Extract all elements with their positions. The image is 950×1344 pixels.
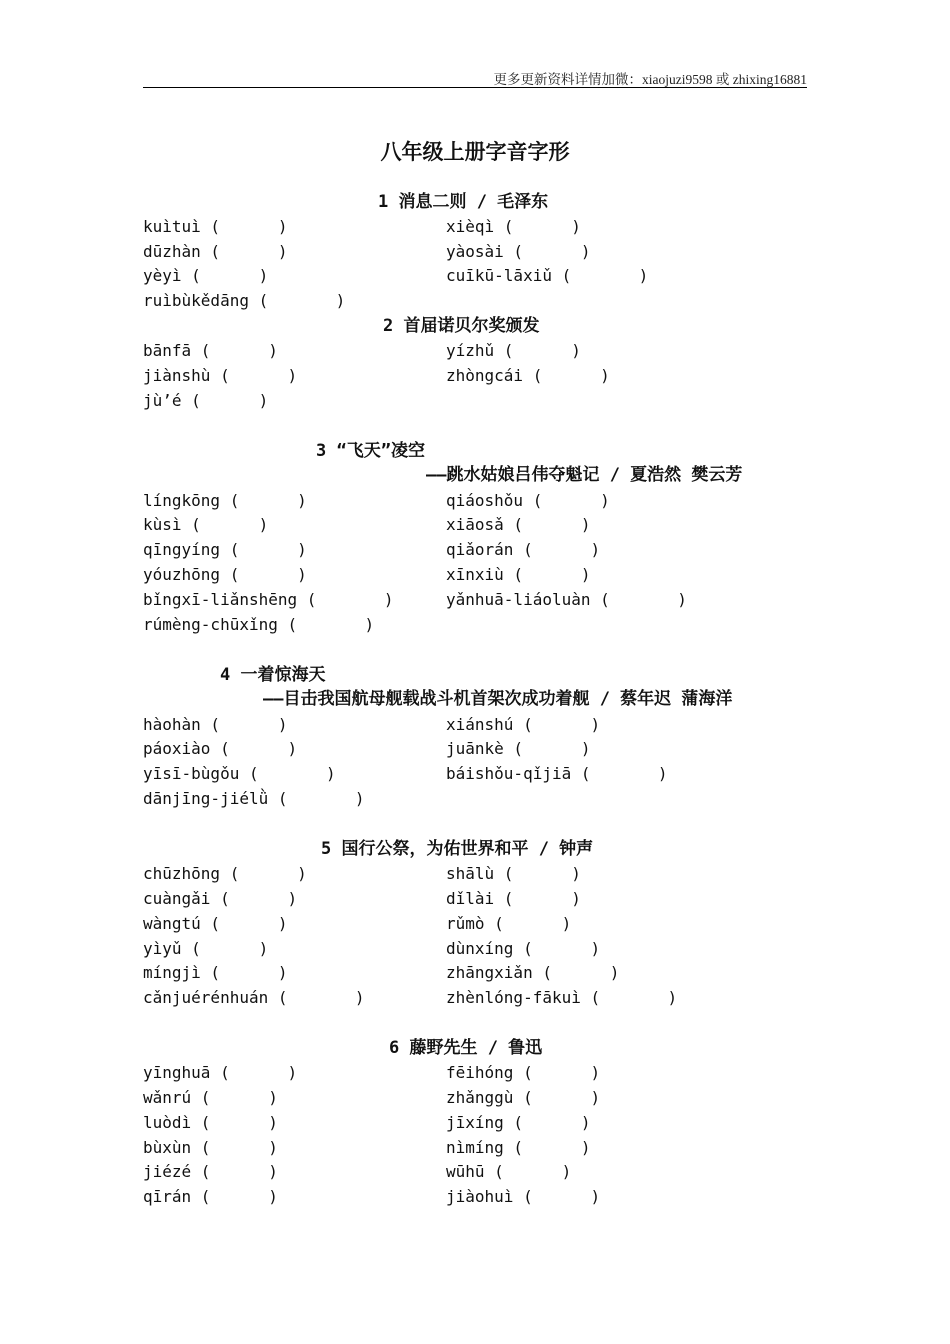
list-item: jiézé ( )	[143, 1162, 278, 1181]
section-title: 4 一着惊海天	[220, 665, 326, 685]
list-item: luòdì ( )	[143, 1113, 278, 1132]
list-item: ruìbùkědāng ( )	[143, 291, 346, 310]
list-item: jiànshù ( )	[143, 366, 298, 385]
list-item: rǔmò ( )	[446, 914, 572, 933]
list-item: chūzhōng ( )	[143, 864, 307, 883]
list-item: yèyì ( )	[143, 266, 269, 285]
list-item: yīnghuā ( )	[143, 1063, 298, 1082]
list-item: fēihóng ( )	[446, 1063, 601, 1082]
section-title: 5 国行公祭，为佑世界和平 / 钟声	[321, 839, 594, 859]
list-item: zhènlóng-fākuì ( )	[446, 988, 678, 1007]
list-item: zhǎnggù ( )	[446, 1088, 601, 1107]
list-item: cuīkū-lāxiǔ ( )	[446, 266, 649, 285]
list-item: zhòngcái ( )	[446, 366, 610, 385]
list-item: dùnxíng ( )	[446, 939, 601, 958]
list-item: bùxùn ( )	[143, 1138, 278, 1157]
list-item: kuìtuì ( )	[143, 217, 288, 236]
section-title: 2 首届诺贝尔奖颁发	[383, 316, 540, 336]
section-subtitle: ——跳水姑娘吕伟夺魁记 / 夏浩然 樊云芳	[426, 465, 743, 485]
list-item: língkōng ( )	[143, 491, 307, 510]
list-item: xièqì ( )	[446, 217, 581, 236]
page-title: 八年级上册字音字形	[380, 140, 570, 164]
list-item: xiāosǎ ( )	[446, 515, 591, 534]
list-item: wǎnrú ( )	[143, 1088, 278, 1107]
list-item: cǎnjuérénhuán ( )	[143, 988, 365, 1007]
list-item: jīxíng ( )	[446, 1113, 591, 1132]
list-item: yízhǔ ( )	[446, 341, 581, 360]
list-item: bǐngxī-liǎnshēng ( )	[143, 590, 394, 609]
list-item: bānfā ( )	[143, 341, 278, 360]
list-item: nìmíng ( )	[446, 1138, 591, 1157]
list-item: xīnxiù ( )	[446, 565, 591, 584]
list-item: kùsì ( )	[143, 515, 269, 534]
list-item: dūzhàn ( )	[143, 242, 288, 261]
section-subtitle: ——目击我国航母舰载战斗机首架次成功着舰 / 蔡年迟 蒲海洋	[263, 689, 733, 709]
list-item: qīrán ( )	[143, 1187, 278, 1206]
list-item: yóuzhōng ( )	[143, 565, 307, 584]
list-item: xiánshú ( )	[446, 715, 601, 734]
section-title: 1 消息二则 / 毛泽东	[378, 192, 549, 212]
list-item: jù’é ( )	[143, 391, 269, 410]
list-item: zhāngxiǎn ( )	[446, 963, 620, 982]
header-rule	[143, 87, 807, 88]
list-item: yìyǔ ( )	[143, 939, 269, 958]
list-item: qīngyíng ( )	[143, 540, 307, 559]
list-item: qiǎorán ( )	[446, 540, 601, 559]
list-item: dǐlài ( )	[446, 889, 581, 908]
list-item: juānkè ( )	[446, 739, 591, 758]
list-item: rúmèng-chūxǐng ( )	[143, 615, 375, 634]
list-item: páoxiào ( )	[143, 739, 298, 758]
list-item: wàngtú ( )	[143, 914, 288, 933]
header-contact-text: 更多更新资料详情加微：xiaojuzi9598 或 zhixing16881	[493, 72, 807, 87]
section-title: 6 藤野先生 / 鲁迅	[389, 1038, 543, 1058]
list-item: yīsī-bùgǒu ( )	[143, 764, 336, 783]
list-item: yǎnhuā-liáoluàn ( )	[446, 590, 687, 609]
list-item: dānjīng-jiélǜ ( )	[143, 789, 365, 808]
list-item: wūhū ( )	[446, 1162, 572, 1181]
list-item: yàosài ( )	[446, 242, 591, 261]
section-title: 3 “飞天”凌空	[316, 441, 425, 461]
list-item: cuàngǎi ( )	[143, 889, 298, 908]
list-item: báishǒu-qǐjiā ( )	[446, 764, 668, 783]
list-item: shālù ( )	[446, 864, 581, 883]
list-item: jiàohuì ( )	[446, 1187, 601, 1206]
list-item: hàohàn ( )	[143, 715, 288, 734]
list-item: qiáoshǒu ( )	[446, 491, 610, 510]
list-item: míngjì ( )	[143, 963, 288, 982]
